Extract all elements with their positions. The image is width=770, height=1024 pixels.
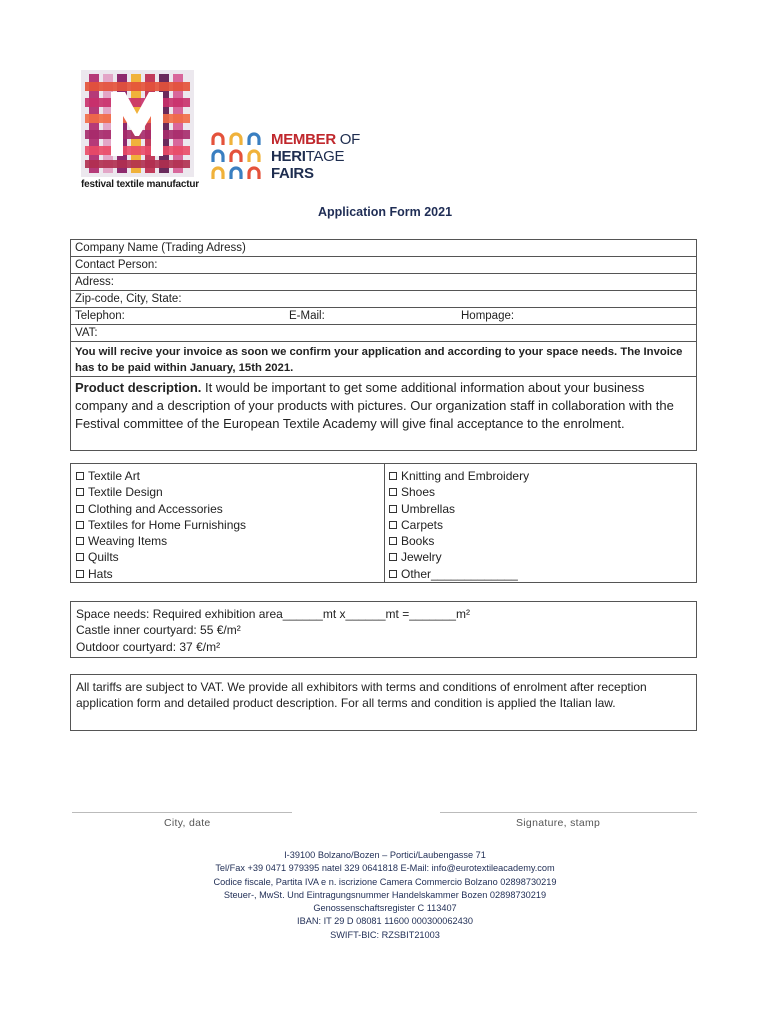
festival-logo: [81, 70, 199, 190]
checkbox-icon[interactable]: [389, 521, 397, 529]
checkbox-icon[interactable]: [389, 537, 397, 545]
product-label: Quilts: [88, 550, 119, 565]
checkbox-icon[interactable]: [389, 505, 397, 513]
product-checkbox-item[interactable]: [389, 566, 529, 582]
telephone-row: [71, 308, 696, 325]
product-label: Textile Art: [88, 469, 141, 483]
divider: [384, 464, 385, 582]
product-label: Jewelry: [401, 550, 442, 565]
product-checkbox-item[interactable]: [389, 468, 529, 484]
product-label: Textiles for Home Furnishings: [88, 517, 247, 532]
telephone-field[interactable]: Telephon:: [75, 310, 125, 322]
product-description: [71, 377, 696, 450]
product-checkbox-item[interactable]: [389, 549, 529, 565]
product-label: Shoes: [401, 485, 436, 500]
product-checkbox-item[interactable]: [76, 566, 246, 582]
footer-line: I-39100 Bolzano/Bozen – Portici/Laubengasse 71: [284, 850, 486, 860]
contact-person-field[interactable]: Contact Person:: [71, 257, 696, 274]
checkbox-icon[interactable]: [76, 553, 84, 561]
logo-caption: festival textile manufactur: [81, 179, 199, 190]
product-label: Knitting and Embroidery: [401, 469, 530, 483]
product-label: Textile Design: [88, 485, 163, 500]
product-list-left: [76, 468, 246, 582]
product-label: Carpets: [401, 517, 444, 532]
homepage-field[interactable]: Hompage:: [461, 310, 515, 322]
arches-icon: [211, 131, 263, 181]
checkbox-icon[interactable]: [76, 521, 84, 529]
heritage-text: [271, 131, 360, 182]
company-name-field[interactable]: Company Name (Trading Adress): [71, 240, 696, 257]
city-date-label: City, date: [164, 817, 211, 829]
woven-m-logo-icon: [81, 70, 194, 177]
product-label: Books: [401, 534, 435, 549]
signature-line[interactable]: [440, 812, 697, 813]
product-list-right: [389, 468, 529, 582]
space-required-area[interactable]: Space needs: Required exhibition area______mt x______mt =_______m²: [76, 607, 470, 621]
product-checkbox-item[interactable]: [76, 468, 246, 484]
email-field[interactable]: E-Mail:: [289, 310, 325, 322]
applicant-info-table: [70, 239, 697, 451]
footer-line: IBAN: IT 29 D 08081 11600 000300062430: [297, 916, 473, 927]
product-label: Clothing and Accessories: [88, 501, 223, 516]
tariffs-notice: All tariffs are subject to VAT. We provide all exhibitors with terms and conditions of enrolment after reception application form and detailed product description. For all terms and condition is applied the Italian law.: [70, 674, 697, 731]
product-checkbox-item[interactable]: [76, 533, 246, 549]
heritage-heri: HERI: [271, 148, 306, 165]
product-description-text: It would be important to get some additional information about your business company and a description of your products with pictures. Our organization staff in collaboration with the Festival committee of the European Textile Academy will give final acceptance to the enrolment.: [75, 380, 674, 431]
checkbox-icon[interactable]: [76, 505, 84, 513]
product-label: Weaving Items: [88, 534, 168, 549]
castle-courtyard-price: Castle inner courtyard: 55 €/m²: [76, 623, 241, 638]
footer-line: SWIFT-BIC: RZSBIT21003: [330, 929, 440, 940]
product-category-checklist: [70, 463, 697, 583]
checkbox-icon[interactable]: [76, 472, 84, 480]
heritage-of: OF: [335, 131, 360, 148]
footer-address-block: [0, 849, 770, 942]
checkbox-icon[interactable]: [76, 570, 84, 578]
checkbox-icon[interactable]: [389, 472, 397, 480]
heritage-member: MEMBER: [271, 131, 336, 148]
form-title: Application Form 2021: [317, 205, 453, 219]
outdoor-courtyard-price: Outdoor courtyard: 37 €/m²: [76, 639, 221, 654]
checkbox-icon[interactable]: [389, 570, 397, 578]
product-checkbox-item[interactable]: [389, 533, 529, 549]
product-label: Umbrellas: [401, 501, 456, 516]
product-label: Other_____________: [401, 566, 518, 581]
product-checkbox-item[interactable]: [389, 501, 529, 517]
product-checkbox-item[interactable]: [76, 549, 246, 565]
product-checkbox-item[interactable]: [76, 501, 246, 517]
product-checkbox-item[interactable]: [76, 484, 246, 500]
vat-field[interactable]: VAT:: [71, 325, 696, 342]
product-checkbox-item[interactable]: [389, 484, 529, 500]
invoice-notice: You will recive your invoice as soon we confirm your application and according to your space needs. The Invoice has to be paid within January, 15th 2021.: [71, 342, 696, 377]
checkbox-icon[interactable]: [389, 553, 397, 561]
footer-line: Tel/Fax +39 0471 979395 natel 329 0641818 E-Mail: info@eurotextileacademy.com: [215, 863, 555, 874]
city-date-line[interactable]: [72, 812, 292, 813]
space-needs-box: [70, 601, 697, 658]
checkbox-icon[interactable]: [76, 488, 84, 496]
product-label: Hats: [88, 566, 113, 581]
signature-stamp-label: Signature, stamp: [516, 817, 601, 829]
heritage-tage: TAGE: [305, 148, 345, 165]
product-checkbox-item[interactable]: [389, 517, 529, 533]
checkbox-icon[interactable]: [389, 488, 397, 496]
address-field[interactable]: Adress:: [71, 274, 696, 291]
footer-line: Codice fiscale, Partita IVA e n. iscrizione Camera Commercio Bolzano 02898730219: [213, 876, 557, 887]
zip-city-field[interactable]: Zip-code, City, State:: [71, 291, 696, 308]
checkbox-icon[interactable]: [76, 537, 84, 545]
heritage-fairs: FAIRS: [271, 165, 314, 182]
product-description-label: Product description.: [75, 380, 202, 395]
heritage-fairs-badge: [211, 131, 381, 183]
footer-line: Steuer-, MwSt. Und Eintragungsnummer Handelskammer Bozen 02898730219: [223, 889, 547, 900]
product-checkbox-item[interactable]: [76, 517, 246, 533]
footer-line: Genossenschaftsregister C 113407: [313, 903, 457, 914]
